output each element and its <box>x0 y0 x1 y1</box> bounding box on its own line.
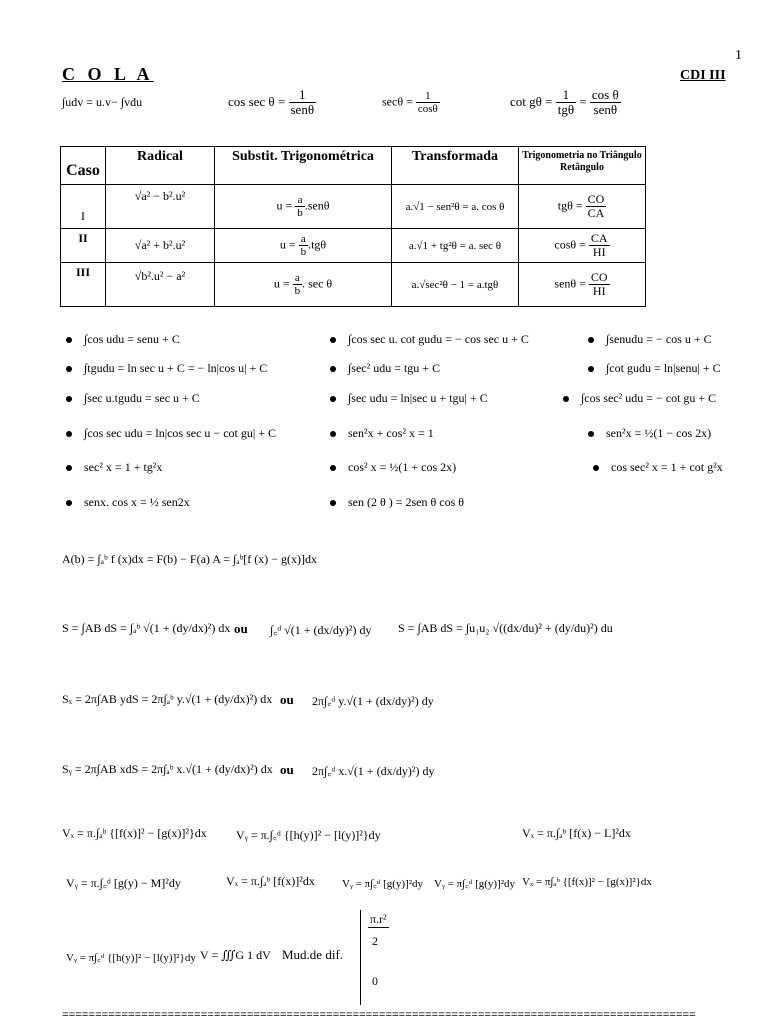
bullet-text: senx. cos x = ½ sen2x <box>84 495 190 509</box>
row-transf: a.√1 − sen²θ = a. cos θ <box>392 185 519 229</box>
bullet-text: cos² x = ½(1 + cos 2x) <box>348 460 457 474</box>
pi-r2: π.r² <box>370 912 387 926</box>
row-trig <box>519 263 646 307</box>
volume-formula-3: Vₓ = π.∫ₐᵇ [f(x) − L]²dx <box>522 826 631 840</box>
volume-formula-4: Vᵧ = π.∫꜀ᵈ [g(y) − M]²dy <box>66 876 181 890</box>
subst-prefix: u = <box>279 237 296 252</box>
sec-fraction <box>416 90 440 115</box>
page-title: C O L A <box>62 64 154 84</box>
row-transf: a.√sec²θ − 1 = a.tgθ <box>392 263 519 307</box>
bullet-icon <box>588 337 594 343</box>
row-trig <box>519 185 646 229</box>
bullet-text: ∫sec udu = ln|sec u + tgu| + C <box>348 391 488 405</box>
row-radical: √b².u² − a² <box>106 263 215 307</box>
sec-lhs: secθ = <box>382 94 413 109</box>
bullet-item <box>66 391 200 406</box>
subst-den: b <box>300 246 307 258</box>
subst-rest: . sec θ <box>302 276 333 291</box>
sec-num: 1 <box>416 90 440 103</box>
bullet-text: ∫cot gudu = ln|senu| + C <box>606 361 721 375</box>
volume-formula-9: Vᵧ = π∫꜀ᵈ {[h(y)]² − [l(y)]²}dy <box>66 952 196 964</box>
trig-num: CO <box>590 269 608 284</box>
table-row <box>61 263 646 307</box>
bullet-icon <box>66 465 72 471</box>
bullet-item <box>330 332 529 347</box>
bullet-item <box>588 332 712 347</box>
volume-formula-2: Vᵧ = π.∫꜀ᵈ {[h(y)]² − [l(y)]²}dy <box>236 828 381 842</box>
bullet-text: ∫cos sec udu = ln|cos sec u − cot gu| + C <box>84 426 277 440</box>
cotg-num: 1 <box>556 88 576 103</box>
trig-den: HI <box>592 245 606 259</box>
bullet-item <box>66 361 267 376</box>
evaluation-bar <box>360 910 361 1005</box>
bullet-item <box>588 361 721 376</box>
row-caso: II <box>61 229 106 263</box>
volume-formula-5: Vₓ = π.∫ₐᵇ [f(x)]²dx <box>226 874 315 888</box>
row-trig <box>519 229 646 263</box>
zero-label: 0 <box>372 974 378 988</box>
trig-den: CA <box>587 206 605 220</box>
row-subst <box>215 263 392 307</box>
header-subst: Substit. Trigonométrica <box>215 147 392 185</box>
ou-label-3: ou <box>280 762 294 777</box>
cotg-lhs: cot gθ = <box>510 93 553 109</box>
bullet-text: ∫cos sec u. cot gudu = − cos sec u + C <box>348 332 529 346</box>
cotg-num-2: cos θ <box>591 87 619 102</box>
separator-line: ================================================================================================ <box>62 1010 696 1022</box>
bullet-icon <box>588 366 594 372</box>
area-formula: A(b) = ∫ₐᵇ f (x)dx = F(b) − F(a) A = ∫ₐᵇ[f (x) − g(x)]dx <box>62 552 318 566</box>
bullet-icon <box>593 465 599 471</box>
bullet-item <box>330 426 434 441</box>
surface-y-formula: Sᵧ = 2π∫AB xdS = 2π∫ₐᵇ x.√(1 + (dy/dx)²) dx <box>62 762 273 776</box>
subst-den: b <box>294 285 301 297</box>
cossec-num: 1 <box>289 88 317 103</box>
row-caso: III <box>61 263 106 307</box>
row-radical: √a² − b².u² <box>106 185 215 229</box>
trig-lhs: senθ = <box>554 276 586 291</box>
surface-x-y-formula: 2π∫꜀ᵈ y.√(1 + (dx/dy)²) dy <box>312 694 434 708</box>
course-label: CDI III <box>680 68 726 83</box>
bullet-text: ∫tgudu = ln sec u + C = − ln|cos u| + C <box>84 361 268 375</box>
trig-lhs: tgθ = <box>557 198 583 213</box>
bullet-item <box>563 391 716 406</box>
bullet-text: ∫cos udu = senu + C <box>84 332 180 346</box>
row-subst <box>215 229 392 263</box>
table-row <box>61 185 646 229</box>
change-of-variables-label: Mud.de dif. <box>282 947 344 962</box>
subst-num: a <box>293 272 303 285</box>
trig-substitution-table <box>60 146 646 307</box>
cotg-formula <box>510 88 621 118</box>
row-radical: √a² + b².u² <box>106 229 215 263</box>
header-radical: Radical <box>106 147 215 185</box>
two-label: 2 <box>372 934 378 948</box>
surface-x-formula: Sₓ = 2π∫AB ydS = 2π∫ₐᵇ y.√(1 + (dy/dx)²) dx <box>62 692 273 706</box>
row-subst <box>215 185 392 229</box>
trig-den: HI <box>592 284 606 298</box>
bullet-icon <box>330 396 336 402</box>
cotg-den-2: senθ <box>593 102 618 118</box>
trig-num: CA <box>590 230 608 245</box>
subst-rest: .tgθ <box>308 237 327 252</box>
bullet-text: cos sec² x = 1 + cot g²x <box>611 460 723 474</box>
cossec-formula <box>228 88 316 118</box>
bullet-text: sen²x = ½(1 − cos 2x) <box>606 426 712 440</box>
bullet-icon <box>330 337 336 343</box>
bullet-icon <box>330 500 336 506</box>
bullet-item <box>330 391 488 406</box>
bullet-icon <box>66 337 72 343</box>
bullet-item <box>330 495 464 510</box>
volume-formula-6: Vᵧ = π∫꜀ᵈ [g(y)]²dy <box>342 878 424 890</box>
bullet-icon <box>330 366 336 372</box>
bullet-icon <box>330 431 336 437</box>
ou-label: ou <box>234 621 248 636</box>
subst-prefix: u = <box>276 198 293 213</box>
bullet-text: ∫cos sec² udu = − cot gu + C <box>581 391 717 405</box>
arc-length-formula: S = ∫AB dS = ∫ₐᵇ √(1 + (dy/dx)²) dx <box>62 621 231 635</box>
bullet-icon <box>66 396 72 402</box>
triple-integral-formula: V = ∭G 1 dV <box>200 948 271 962</box>
bullet-item <box>593 460 723 475</box>
cotg-fraction <box>556 88 576 118</box>
ou-label-2: ou <box>280 692 294 707</box>
bullet-icon <box>66 366 72 372</box>
cossec-lhs: cos sec θ = <box>228 93 286 109</box>
bullet-item <box>66 460 162 475</box>
bullet-icon <box>588 431 594 437</box>
header-transf: Transformada <box>392 147 519 185</box>
subst-fraction <box>293 272 303 297</box>
subst-den: b <box>297 207 303 219</box>
trig-fraction <box>589 232 610 259</box>
by-parts-formula: ∫udv = u.v− ∫vdu <box>62 95 143 109</box>
subst-prefix: u = <box>273 276 290 291</box>
bullet-item <box>588 426 711 441</box>
bullet-text: sec² x = 1 + tg²x <box>84 460 163 474</box>
subst-fraction <box>295 194 305 219</box>
bullet-text: sen²x + cos² x = 1 <box>348 426 434 440</box>
arc-length-y-formula: ∫꜀ᵈ √(1 + (dx/dy)²) dy <box>270 623 372 637</box>
bullet-text: ∫senudu = − cos u + C <box>606 332 712 346</box>
row-transf: a.√1 + tg²θ = a. sec θ <box>392 229 519 263</box>
subst-num: a <box>299 233 309 246</box>
page-number: 1 <box>735 48 742 63</box>
header-caso: Caso <box>61 147 106 185</box>
row-caso: I <box>61 185 106 229</box>
sec-formula <box>382 90 440 115</box>
header-trig: Trigonometria no Triângulo Retângulo <box>519 147 646 185</box>
surface-y-y-formula: 2π∫꜀ᵈ x.√(1 + (dx/dy)²) dy <box>312 764 435 778</box>
volume-formula-7: Vᵧ = π∫꜀ᵈ [g(y)]²dy <box>434 878 516 890</box>
bullet-item <box>330 460 456 475</box>
bullet-item <box>66 495 190 510</box>
bullet-icon <box>66 500 72 506</box>
bullet-icon <box>563 396 569 402</box>
subst-fraction <box>299 233 309 258</box>
cotg-den: tgθ <box>557 102 575 118</box>
bullet-item <box>66 426 276 441</box>
subst-rest: .senθ <box>304 198 330 213</box>
sec-den: cosθ <box>417 103 438 116</box>
trig-lhs: cosθ = <box>554 237 586 252</box>
bullet-item <box>66 332 180 347</box>
cossec-den: senθ <box>290 102 315 118</box>
bullet-text: ∫sec² udu = tgu + C <box>348 361 441 375</box>
volume-formula-1: Vₓ = π.∫ₐᵇ {[f(x)]² − [g(x)]²}dx <box>62 826 207 840</box>
subst-num: a <box>295 194 305 207</box>
trig-fraction <box>586 193 607 220</box>
cotg-eq: = <box>579 93 587 109</box>
bullet-icon <box>66 431 72 437</box>
arc-length-param-formula: S = ∫AB dS = ∫u₁u₂ √((dx/du)² + (dy/du)²) du <box>398 621 613 635</box>
volume-formula-8: Vₓ = π∫ₐᵇ {[f(x)]² − [g(x)]²}dx <box>522 876 652 888</box>
trig-fraction <box>589 271 610 298</box>
cossec-fraction <box>289 88 317 118</box>
trig-num: CO <box>587 191 605 206</box>
bullet-icon <box>330 465 336 471</box>
table-row <box>61 229 646 263</box>
bullet-text: ∫sec u.tgudu = sec u + C <box>84 391 200 405</box>
bullet-item <box>330 361 440 376</box>
cotg-fraction-2 <box>590 88 621 118</box>
bullet-text: sen (2 θ ) = 2sen θ cos θ <box>348 495 464 509</box>
